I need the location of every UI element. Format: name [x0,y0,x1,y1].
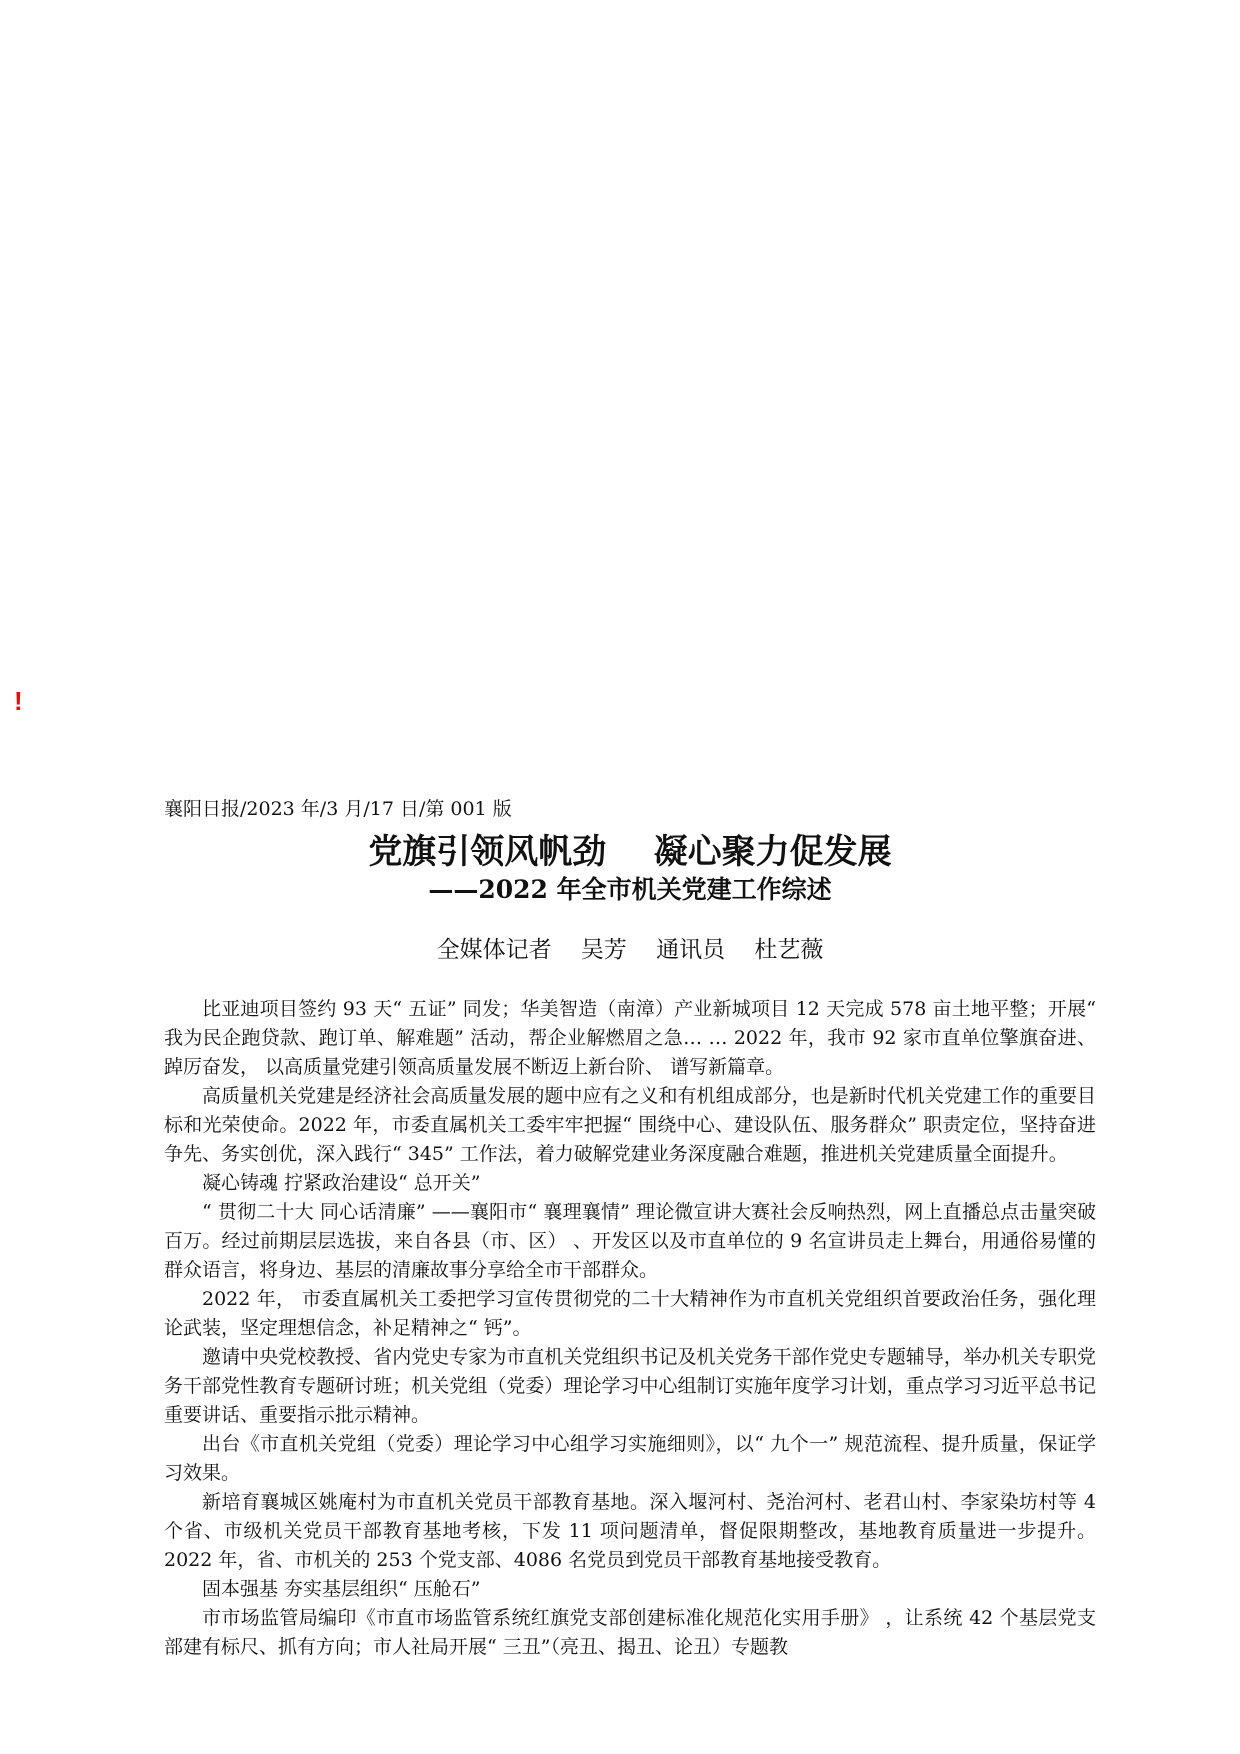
alert-marker: ! [14,686,23,716]
paragraph: 比亚迪项目签约 93 天“ 五证” 同发；华美智造（南漳）产业新城项目 12 天完成 578 亩土地平整；开展“ 我为民企跑贷款、跑订单、解难题” 活动，帮企业解燃眉之急… … 2022 年，我市 92 家市直单位擎旗奋进、 踔厉奋发， 以高质量党建引领高质量发展不断迈上新台阶、 谱写新篇章。 [164,998,1096,1078]
paragraph: “ 贯彻二十大 同心话清廉” ——襄阳市“ 襄理襄情” 理论微宣讲大赛社会反响热烈，网上直播总点击量突破百万。经过前期层层选拔，来自各县（市、区） 、开发区以及市直单位的 9 名宣讲员走上舞台，用通俗易懂的群众语言，将身边、基层的清廉故事分享给全市干部群众。 [164,1201,1096,1281]
paragraph: 新培育襄城区姚庵村为市直机关党员干部教育基地。深入堰河村、尧治河村、老君山村、李家染坊村等 4 个省、市级机关党员干部教育基地考核，下发 11 项问题清单，督促限期整改，基地教育质量进一步提升。2022 年，省、市机关的 253 个党支部、4086 名党员到党员干部教育基地接受教育。 [164,1491,1096,1571]
article-subtitle: ——2022 年全市机关党建工作综述 [428,875,832,904]
section-heading: 凝心铸魂 拧紧政治建设“ 总开关” [202,1172,481,1194]
section-heading: 固本强基 夯实基层组织“ 压舱石” [202,1578,481,1600]
byline: 全媒体记者 吴芳 通讯员 杜艺薇 [436,937,824,963]
paragraph: 邀请中央党校教授、省内党史专家为市直机关党组织书记及机关党务干部作党史专题辅导，举办机关专职党务干部党性教育专题研讨班；机关党组（党委）理论学习中心组制订实施年度学习计划，重点学习习近平总书记重要讲话、重要指示批示精神。 [164,1346,1096,1426]
article-body [164,995,1096,1662]
paragraph: 高质量机关党建是经济社会高质量发展的题中应有之义和有机组成部分，也是新时代机关党建工作的重要目标和光荣使命。2022 年，市委直属机关工委牢牢把握“ 围绕中心、建设队伍、服务群众” 职责定位，坚持奋进争先、务实创优，深入践行“ 345” 工作法，着力破解党建业务深度融合难题，推进机关党建质量全面提升。 [164,1085,1096,1165]
paragraph: 2022 年， 市委直属机关工委把学习宣传贯彻党的二十大精神作为市直机关党组织首要政治任务，强化理论武装，坚定理想信念，补足精神之“ 钙”。 [164,1288,1096,1339]
article [164,795,1096,1662]
article-title: 党旗引领风帆劲 凝心聚力促发展 [368,832,892,872]
paragraph: 出台《市直机关党组（党委）理论学习中心组学习实施细则》，以“ 九个一” 规范流程、提升质量，保证学习效果。 [164,1433,1096,1484]
paragraph: 市市场监管局编印《市直市场监管系统红旗党支部创建标准化规范化实用手册》 ，让系统 42 个基层党支部建有标尺、抓有方向；市人社局开展“ 三丑”（亮丑、揭丑、论丑）专题教 [164,1607,1096,1658]
source-line: 襄阳日报/2023 年/3 月/17 日/第 001 版 [164,798,512,820]
